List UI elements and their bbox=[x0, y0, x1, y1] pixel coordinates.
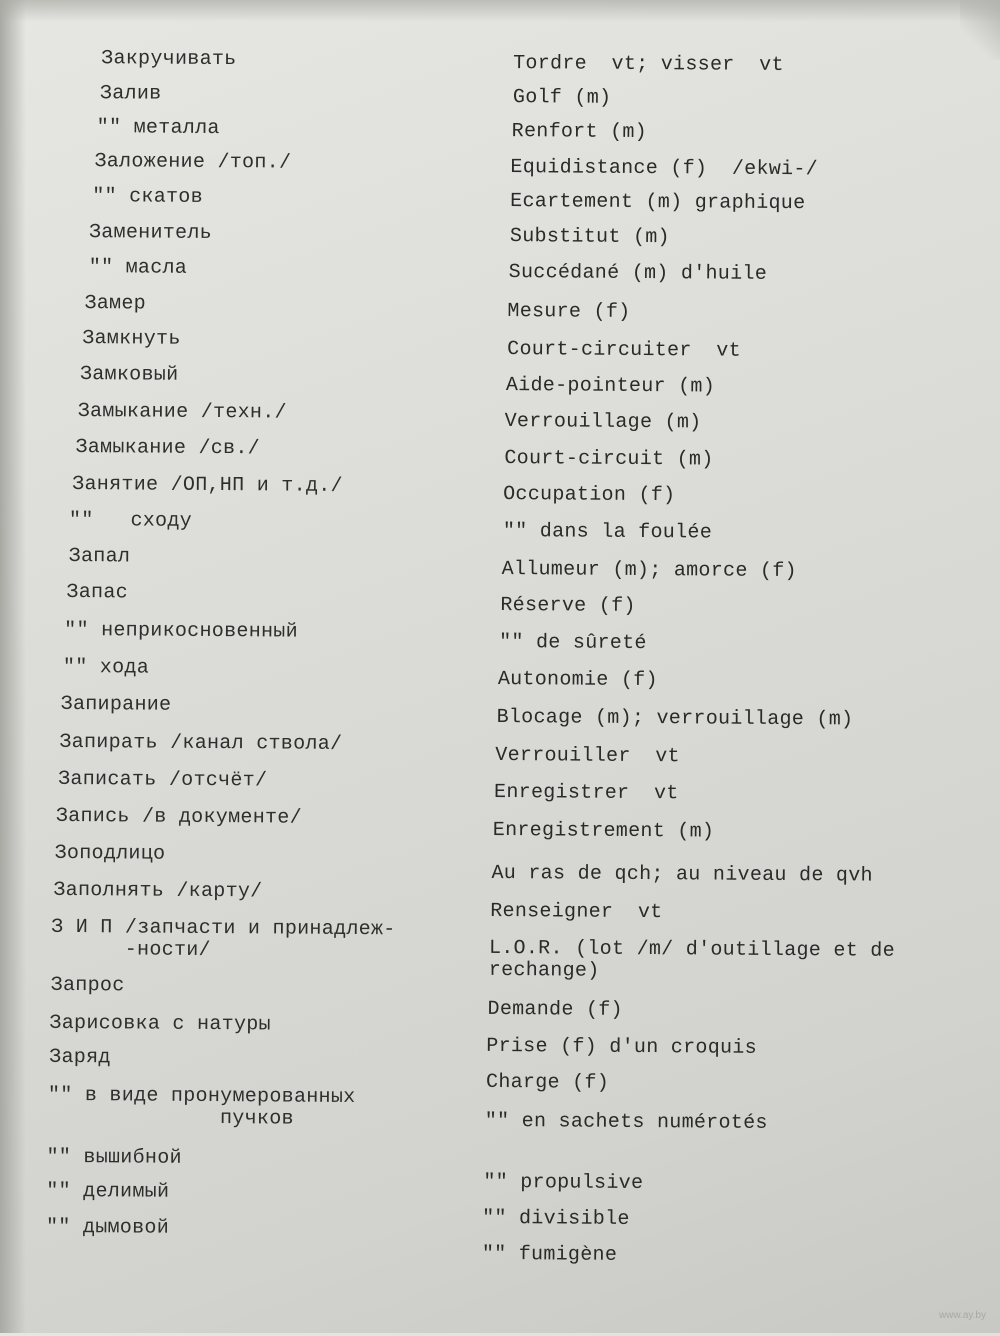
fr-term: Renfort (m) bbox=[511, 120, 648, 145]
fr-term: "" dans la foulée bbox=[502, 520, 713, 545]
ru-term: Запал bbox=[68, 544, 131, 569]
ru-term: Зарисовка с натуры bbox=[49, 1011, 271, 1037]
fr-term: Enregistrer vt bbox=[493, 780, 679, 806]
ru-term: "" металла bbox=[96, 116, 220, 141]
fr-term: Equidistance (f) /ekwi-/ bbox=[510, 156, 819, 182]
fr-term: Aide-pointeur (m) bbox=[505, 374, 716, 399]
fr-term: Mesure (f) bbox=[507, 300, 631, 324]
fr-term: Autonomie (f) bbox=[497, 667, 658, 693]
fr-term: "" divisible bbox=[482, 1206, 630, 1231]
ru-term: Запись /в документе/ bbox=[55, 804, 303, 830]
ru-term: Замковый bbox=[79, 363, 179, 387]
ru-term: Закручивать bbox=[101, 47, 237, 72]
ru-term: Занятие /ОП,НП и т.д./ bbox=[72, 473, 343, 498]
ru-term: Заполнять /карту/ bbox=[53, 878, 263, 904]
fr-term: Golf (m) bbox=[512, 86, 612, 110]
ru-term: Замыкание /техн./ bbox=[77, 400, 287, 425]
fr-term: Allumeur (m); amorce (f) bbox=[501, 558, 797, 584]
ru-term: Заряд bbox=[49, 1045, 111, 1070]
fr-term: "" de sûreté bbox=[499, 630, 647, 656]
fr-term: Tordre vt; visser vt bbox=[513, 52, 784, 77]
ru-term: З И П /запчасти и принадлеж- -ности/ bbox=[50, 915, 396, 962]
fr-term: "" en sachets numérotés bbox=[484, 1109, 768, 1135]
fr-term: Occupation (f) bbox=[503, 483, 676, 508]
ru-term: "" в виде пронумерованных пучков bbox=[47, 1083, 356, 1131]
ru-term: Запас bbox=[66, 580, 129, 605]
ru-term: Заложение /топ./ bbox=[94, 150, 292, 175]
ru-term: "" хода bbox=[62, 655, 150, 680]
fr-term: Verrouillage (m) bbox=[504, 410, 702, 435]
ru-term: "" делимый bbox=[46, 1179, 170, 1204]
fr-term: Enregistrement (m) bbox=[492, 818, 715, 844]
fr-term: L.O.R. (lot /m/ d'outillage et de rechange) bbox=[488, 936, 896, 983]
fr-term: Succédané (m) d'huile bbox=[508, 261, 768, 286]
fr-term: Demande (f) bbox=[487, 997, 623, 1022]
watermark: www.ay.by bbox=[938, 1310, 986, 1321]
fr-term: Substitut (m) bbox=[509, 225, 670, 250]
ru-term: "" вышибной bbox=[46, 1145, 182, 1170]
ru-term: Зоподлицо bbox=[54, 841, 166, 866]
ru-term: "" масла bbox=[88, 256, 188, 280]
ru-term: Заменитель bbox=[88, 221, 213, 245]
ru-term: Запирание bbox=[60, 692, 172, 717]
fr-term: Blocage (m); verrouillage (m) bbox=[496, 705, 854, 732]
ru-term: "" скатов bbox=[92, 185, 204, 209]
fr-term: Court-circuiter vt bbox=[507, 338, 741, 363]
fr-term: Verrouiller vt bbox=[495, 743, 680, 769]
ru-term: Запирать /канал ствола/ bbox=[59, 730, 343, 756]
fr-term: Court-circuit (m) bbox=[504, 447, 714, 472]
ru-term: "" дымовой bbox=[45, 1215, 170, 1240]
ru-term: Записать /отсчёт/ bbox=[58, 767, 268, 793]
fr-term: Réserve (f) bbox=[500, 594, 636, 618]
fr-term: "" fumigène bbox=[481, 1242, 618, 1267]
ru-term: Запрос bbox=[50, 973, 125, 998]
fr-term: Prise (f) d'un croquis bbox=[486, 1034, 758, 1060]
ru-term: "" сходу bbox=[68, 508, 193, 533]
ru-term: "" неприкосновенный bbox=[64, 618, 299, 644]
ru-term: Залив bbox=[99, 82, 162, 106]
ru-term: Замыкание /св./ bbox=[75, 436, 261, 461]
ru-term: Замкнуть bbox=[82, 327, 181, 351]
ru-term: Замер bbox=[84, 292, 147, 316]
fr-term: Au ras de qch; au niveau de qvh bbox=[491, 861, 873, 888]
fr-term: Renseigner vt bbox=[490, 899, 663, 925]
fr-term: "" propulsive bbox=[483, 1170, 644, 1196]
fr-term: Charge (f) bbox=[485, 1070, 610, 1095]
fr-term: Ecartement (m) graphique bbox=[510, 190, 806, 216]
